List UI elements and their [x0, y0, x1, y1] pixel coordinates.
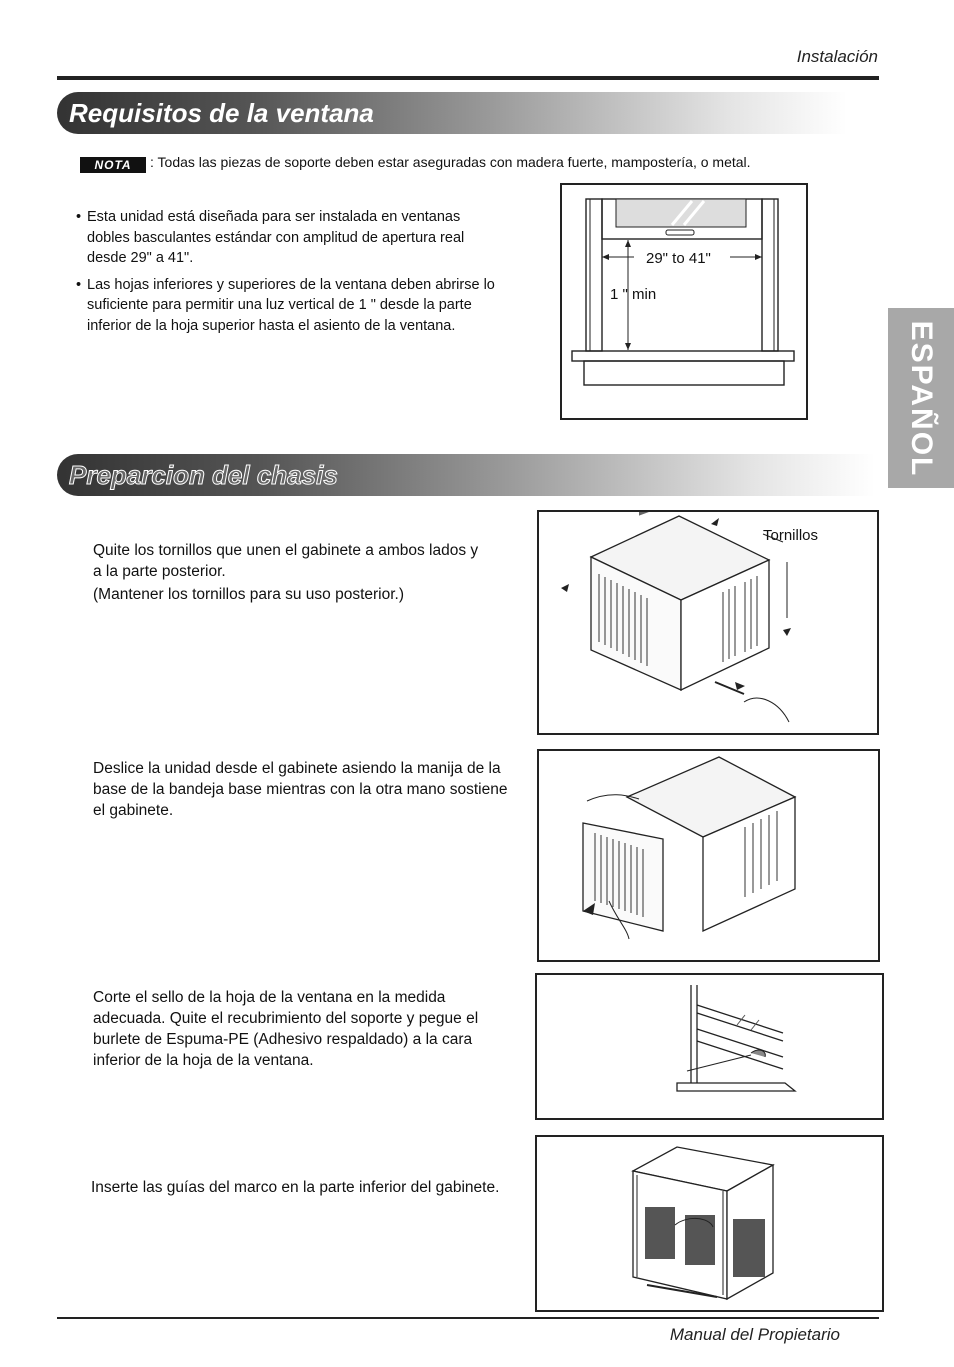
window-width-label: 29" to 41" — [646, 250, 711, 267]
section-title-bar-window — [57, 92, 847, 134]
list-item: • Esta unidad está diseñada para ser instalada en ventanas dobles basculantes estándar con amplitud de apertura real desde 29" a 41". — [76, 207, 506, 269]
section-title-chassis-preparation: Preparcion del chasis — [69, 460, 338, 490]
step-2-text — [93, 758, 523, 821]
window-dimensions-drawing — [562, 185, 806, 418]
step-text-line: Corte el sello de la hoja de la ventana en la medida — [93, 989, 446, 1006]
step-text-line: inferior de la hoja de la ventana. — [93, 1052, 314, 1069]
screws-label: Tornillos — [763, 527, 819, 544]
frame-guides-drawing — [537, 1137, 882, 1310]
note-badge: NOTA — [80, 157, 146, 173]
window-requirements-list — [76, 207, 506, 342]
step-1-figure — [537, 510, 879, 735]
step-4-text — [91, 1177, 531, 1198]
step-text-line: base de la bandeja base mientras con la otra mano sostiene — [93, 781, 508, 798]
step-4-figure — [535, 1135, 884, 1312]
footer-label: Manual del Propietario — [669, 1325, 840, 1344]
step-text-line: adecuada. Quite el recubrimiento del soporte y pegue el — [93, 1010, 479, 1027]
note-text: : Todas las piezas de soporte deben estar aseguradas con madera fuerte, mampostería, o metal. — [150, 154, 751, 170]
header-rule — [57, 76, 879, 80]
remove-screws-drawing — [539, 512, 877, 733]
step-text-line: a la parte posterior. — [93, 563, 226, 580]
step-text-line: (Mantener los tornillos para su uso posterior.) — [93, 586, 405, 603]
section-title-bar-chassis — [57, 454, 875, 496]
step-text-line: Deslice la unidad desde el gabinete asiendo la manija de la — [93, 760, 501, 777]
slide-unit-drawing — [539, 751, 878, 960]
step-text-line: burlete de Espuma-PE (Adhesivo respaldado) a la cara — [93, 1031, 473, 1048]
window-min-clearance-label: 1 " min — [610, 286, 657, 303]
footer-rule — [57, 1317, 879, 1319]
step-1-text — [93, 540, 523, 605]
window-dimensions-figure — [560, 183, 808, 420]
language-side-tab — [888, 308, 954, 488]
step-2-figure — [537, 749, 880, 962]
section-title-window-requirements: Requisitos de la ventana — [69, 98, 374, 128]
list-item: • Las hojas inferiores y superiores de la ventana deben abrirse lo suficiente para permitir una luz vertical de 1 " desde la parte inferior de la hoja superior hasta el asiento de la ventana. — [76, 275, 506, 337]
step-text-line: Inserte las guías del marco en la parte inferior del gabinete. — [91, 1179, 500, 1196]
step-text-line: el gabinete. — [93, 802, 174, 819]
language-tab-label: ESPAÑOL — [905, 320, 938, 478]
header-section-label: Instalación — [796, 47, 878, 66]
foam-seal-drawing — [537, 975, 882, 1118]
step-text-line: Quite los tornillos que unen el gabinete a ambos lados y — [93, 542, 479, 559]
step-3-text — [93, 987, 523, 1071]
step-3-figure — [535, 973, 884, 1120]
